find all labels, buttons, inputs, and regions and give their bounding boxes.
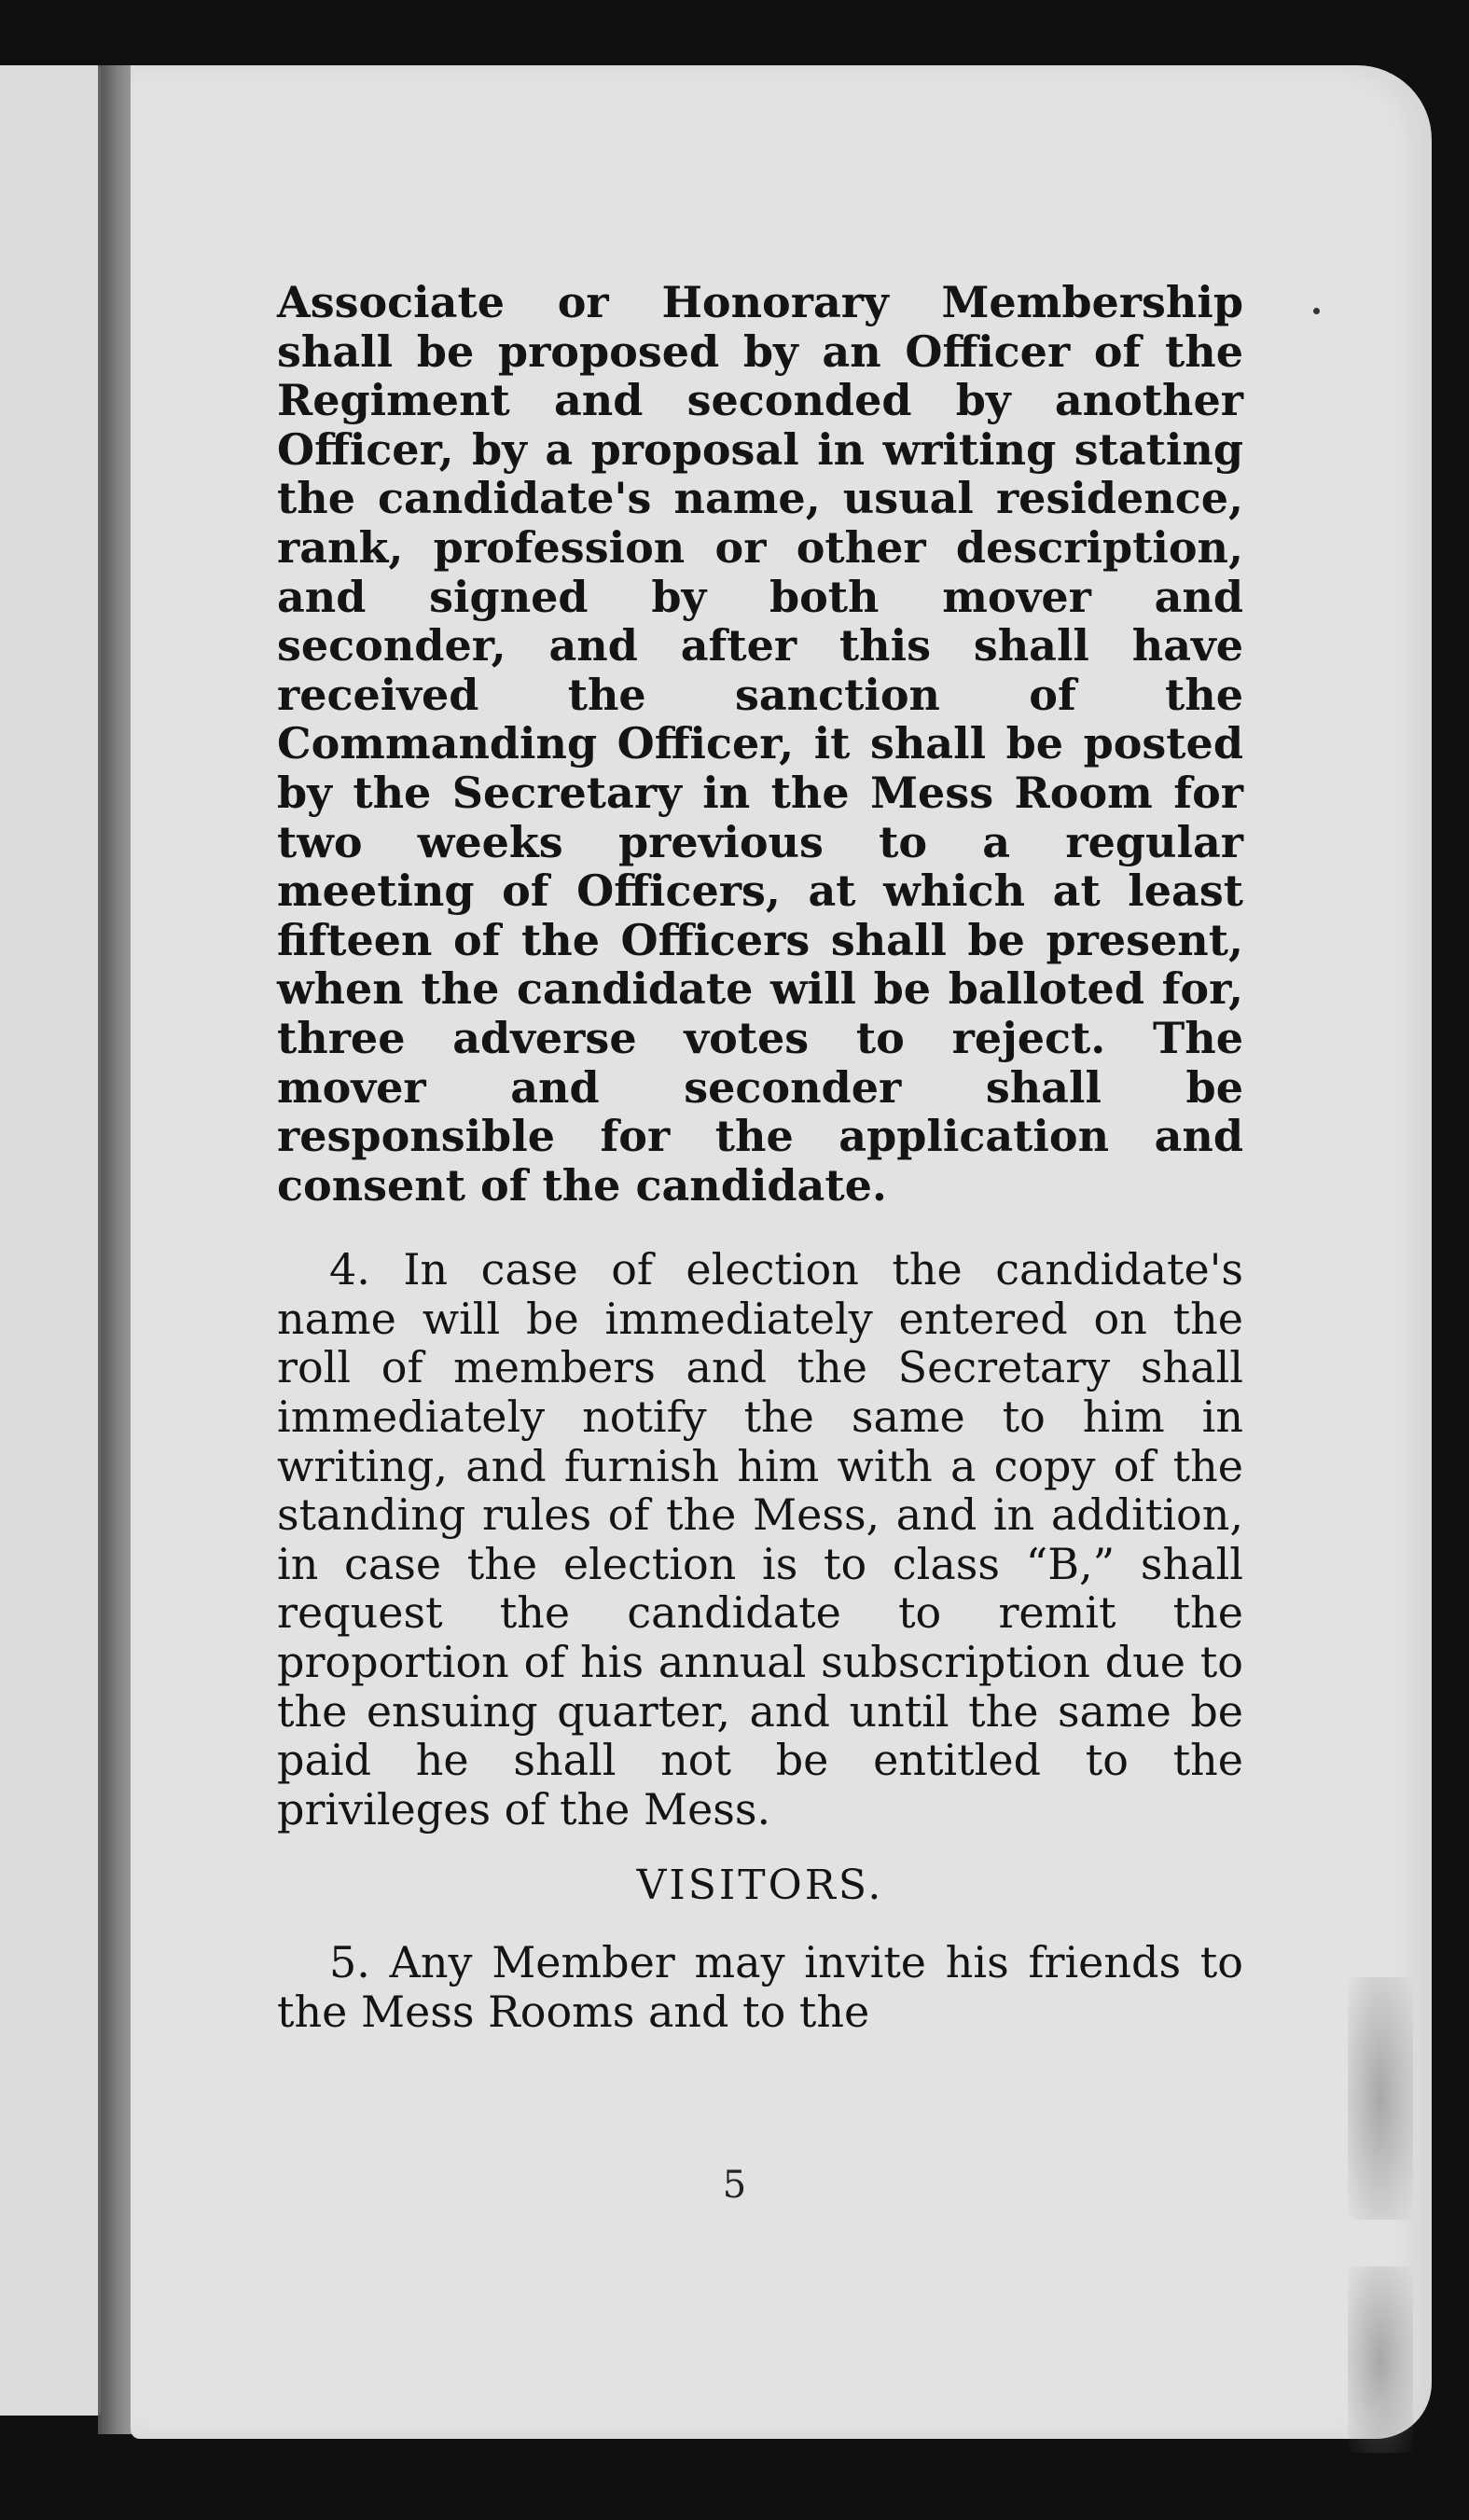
page-smudge <box>1348 2266 1413 2453</box>
paragraph-gap <box>277 1834 1243 1862</box>
paragraph-5-visitors: 5. Any Member may invite his friends to the Mess Rooms and to the <box>277 1937 1243 2037</box>
page-text <box>277 278 1243 2037</box>
paragraph-gap <box>277 1910 1243 1938</box>
page-number: 5 <box>722 2164 747 2207</box>
previous-page-edge <box>0 65 104 2416</box>
paragraph-membership-proposal: Associate or Honorary Membership shall be proposed by an Officer of the Regiment and seconded by another Officer, by a proposal in writing stating the candidate's name, usual residence, rank, profession or other description, and signed by both mover and seconder, and after this shall have received the sanction of the Commanding Officer, it shall be posted by the Secretary in the Mess Room for two weeks previous to a regular meeting of Officers, at which at least fifteen of the Officers shall be present, when the candidate will be balloted for, three adverse votes to reject. The mover and seconder shall be responsible for the application and consent of the candidate. <box>277 277 1243 1211</box>
ink-speck <box>1313 308 1320 314</box>
section-heading-visitors: VISITORS. <box>636 1862 884 1910</box>
paragraph-4-election: 4. In case of election the candidate's name will be immediately entered on the roll of members and the Secretary shall immediately notify the same to him in writing, and furnish him with a copy of the standing rules of the Mess, and in addition, in case the election is to class “B,” shall request the candidate to remit the proportion of his annual subscription due to the ensuing quarter, and until the same be paid he shall not be entitled to the privileges of the Mess. <box>277 1244 1243 1835</box>
paragraph-gap <box>277 1210 1243 1245</box>
